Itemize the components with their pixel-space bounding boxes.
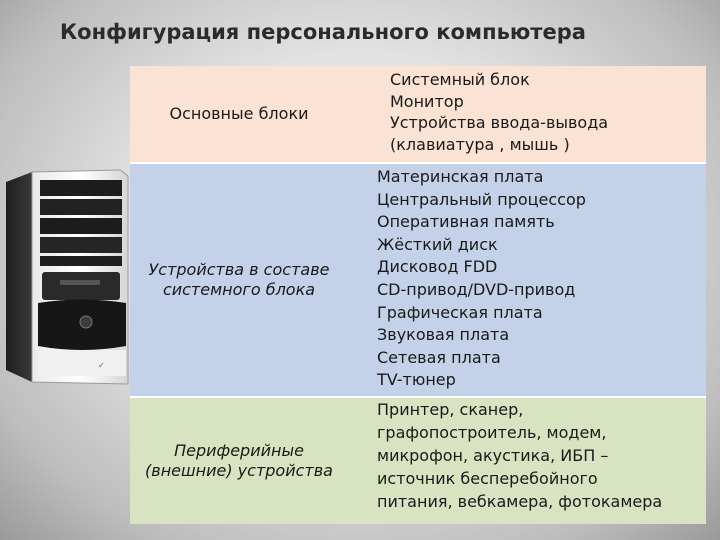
list-item: источник бесперебойного <box>377 469 598 488</box>
items-list <box>390 69 706 155</box>
list-item: Звуковая плата <box>377 325 510 345</box>
items-list <box>377 166 706 392</box>
list-item: Сетевая плата <box>377 347 501 367</box>
row-label: Основные блоки <box>169 104 309 123</box>
row-items-cell <box>348 398 706 524</box>
list-item: Устройства ввода-вывода <box>390 113 609 132</box>
list-item: микрофон, акустика, ИБП – <box>377 446 609 465</box>
list-item: (клавиатура , мышь ) <box>390 134 570 154</box>
row-label-cell <box>130 398 348 524</box>
items-list <box>377 398 706 513</box>
list-item: Материнская плата <box>377 167 544 186</box>
list-item: Системный блок <box>390 70 530 89</box>
list-item: Монитор <box>390 91 464 111</box>
row-label-cell <box>130 164 348 396</box>
table-row-main-blocks <box>130 66 706 162</box>
svg-text:✓: ✓ <box>98 361 105 370</box>
list-item: Дисковод FDD <box>377 257 498 277</box>
row-items-cell <box>348 66 706 162</box>
row-items-cell <box>348 164 706 396</box>
list-item: Оперативная память <box>377 212 555 232</box>
list-item: Графическая плата <box>377 302 543 322</box>
list-item: питания, вебкамера, фотокамера <box>377 492 663 511</box>
list-item: Принтер, сканер, <box>377 400 524 419</box>
table-row-peripheral-devices <box>130 398 706 524</box>
list-item: Жёсткий диск <box>377 234 498 254</box>
list-item: CD-привод/DVD-привод <box>377 279 576 299</box>
row-label: Устройства в составе системного блока <box>148 260 330 299</box>
list-item: Центральный процессор <box>377 189 586 209</box>
config-table <box>130 66 706 524</box>
pc-tower-image <box>2 168 130 390</box>
row-label: Периферийные (внешние) устройства <box>145 441 333 480</box>
list-item: TV-тюнер <box>377 370 456 390</box>
table-row-system-unit-devices <box>130 162 706 398</box>
row-label-cell <box>130 66 348 162</box>
slide-title: Конфигурация персонального компьютера <box>60 20 586 44</box>
list-item: графопостроитель, модем, <box>377 423 607 442</box>
